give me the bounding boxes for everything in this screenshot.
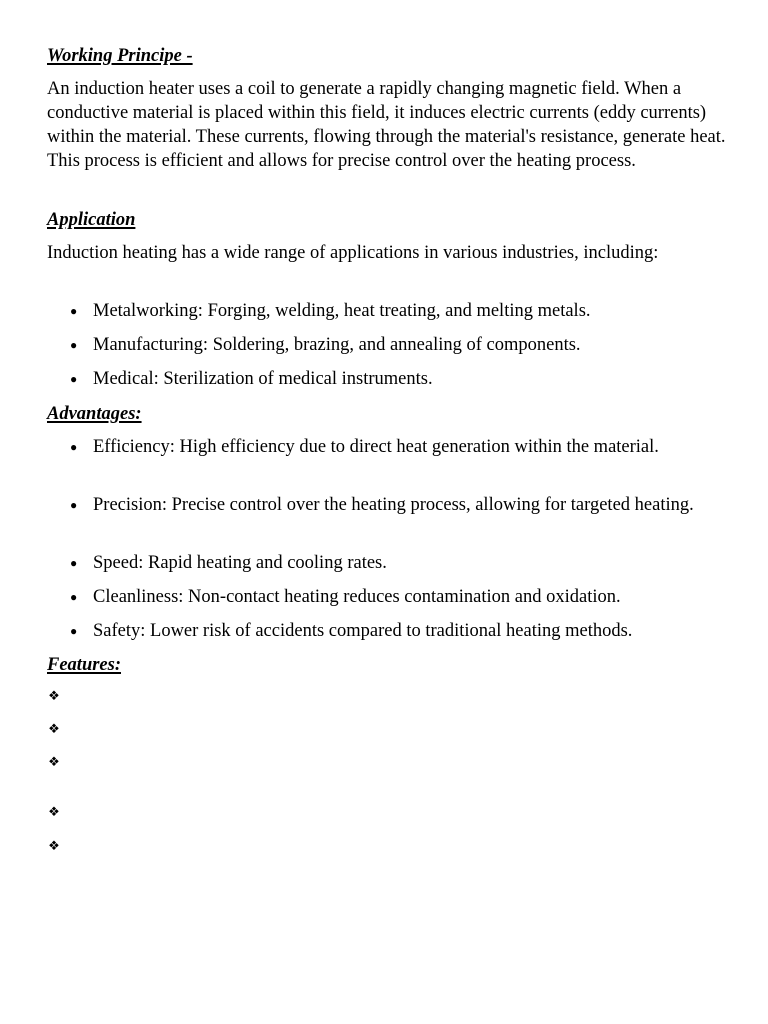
advantages-item-text: Cleanliness: Non-contact heating reduces contamination and oxidation. bbox=[93, 587, 621, 607]
bullet-icon: ● bbox=[70, 372, 78, 386]
diamond-bullet-icon: ❖ bbox=[48, 804, 60, 819]
working-principle-heading: Working Principe - bbox=[47, 46, 193, 66]
advantages-item-text: Safety: Lower risk of accidents compared to traditional heating methods. bbox=[93, 621, 633, 641]
application-item-text: Medical: Sterilization of medical instruments. bbox=[93, 369, 433, 389]
diamond-bullet-icon: ❖ bbox=[48, 754, 60, 769]
bullet-icon: ● bbox=[70, 498, 78, 512]
application-item-text: Metalworking: Forging, welding, heat treating, and melting metals. bbox=[93, 301, 591, 321]
bullet-icon: ● bbox=[70, 304, 78, 318]
diamond-bullet-icon: ❖ bbox=[48, 721, 60, 736]
application-intro: Induction heating has a wide range of applications in various industries, including: bbox=[47, 243, 659, 263]
bullet-icon: ● bbox=[70, 624, 78, 638]
diamond-bullet-icon: ❖ bbox=[48, 838, 60, 853]
diamond-bullet-icon: ❖ bbox=[48, 688, 60, 703]
advantages-item-text: Precision: Precise control over the heating process, allowing for targeted heating. bbox=[93, 495, 694, 515]
advantages-item-text: Speed: Rapid heating and cooling rates. bbox=[93, 553, 387, 573]
bullet-icon: ● bbox=[70, 556, 78, 570]
features-heading: Features: bbox=[47, 655, 121, 675]
bullet-icon: ● bbox=[70, 338, 78, 352]
working-principle-paragraph: An induction heater uses a coil to generate a rapidly changing magnetic field. When a conductive material is placed within this field, it induces electric currents (eddy currents) within the material. These currents, flowing through the material's resistance, generate heat. This process is efficient and allows for precise control over the heating process. bbox=[47, 79, 726, 171]
application-item-text: Manufacturing: Soldering, brazing, and annealing of components. bbox=[93, 335, 581, 355]
advantages-heading: Advantages: bbox=[47, 404, 142, 424]
bullet-icon: ● bbox=[70, 440, 78, 454]
application-heading: Application bbox=[47, 210, 136, 230]
advantages-item-text: Efficiency: High efficiency due to direct heat generation within the material. bbox=[93, 437, 659, 457]
bullet-icon: ● bbox=[70, 590, 78, 604]
